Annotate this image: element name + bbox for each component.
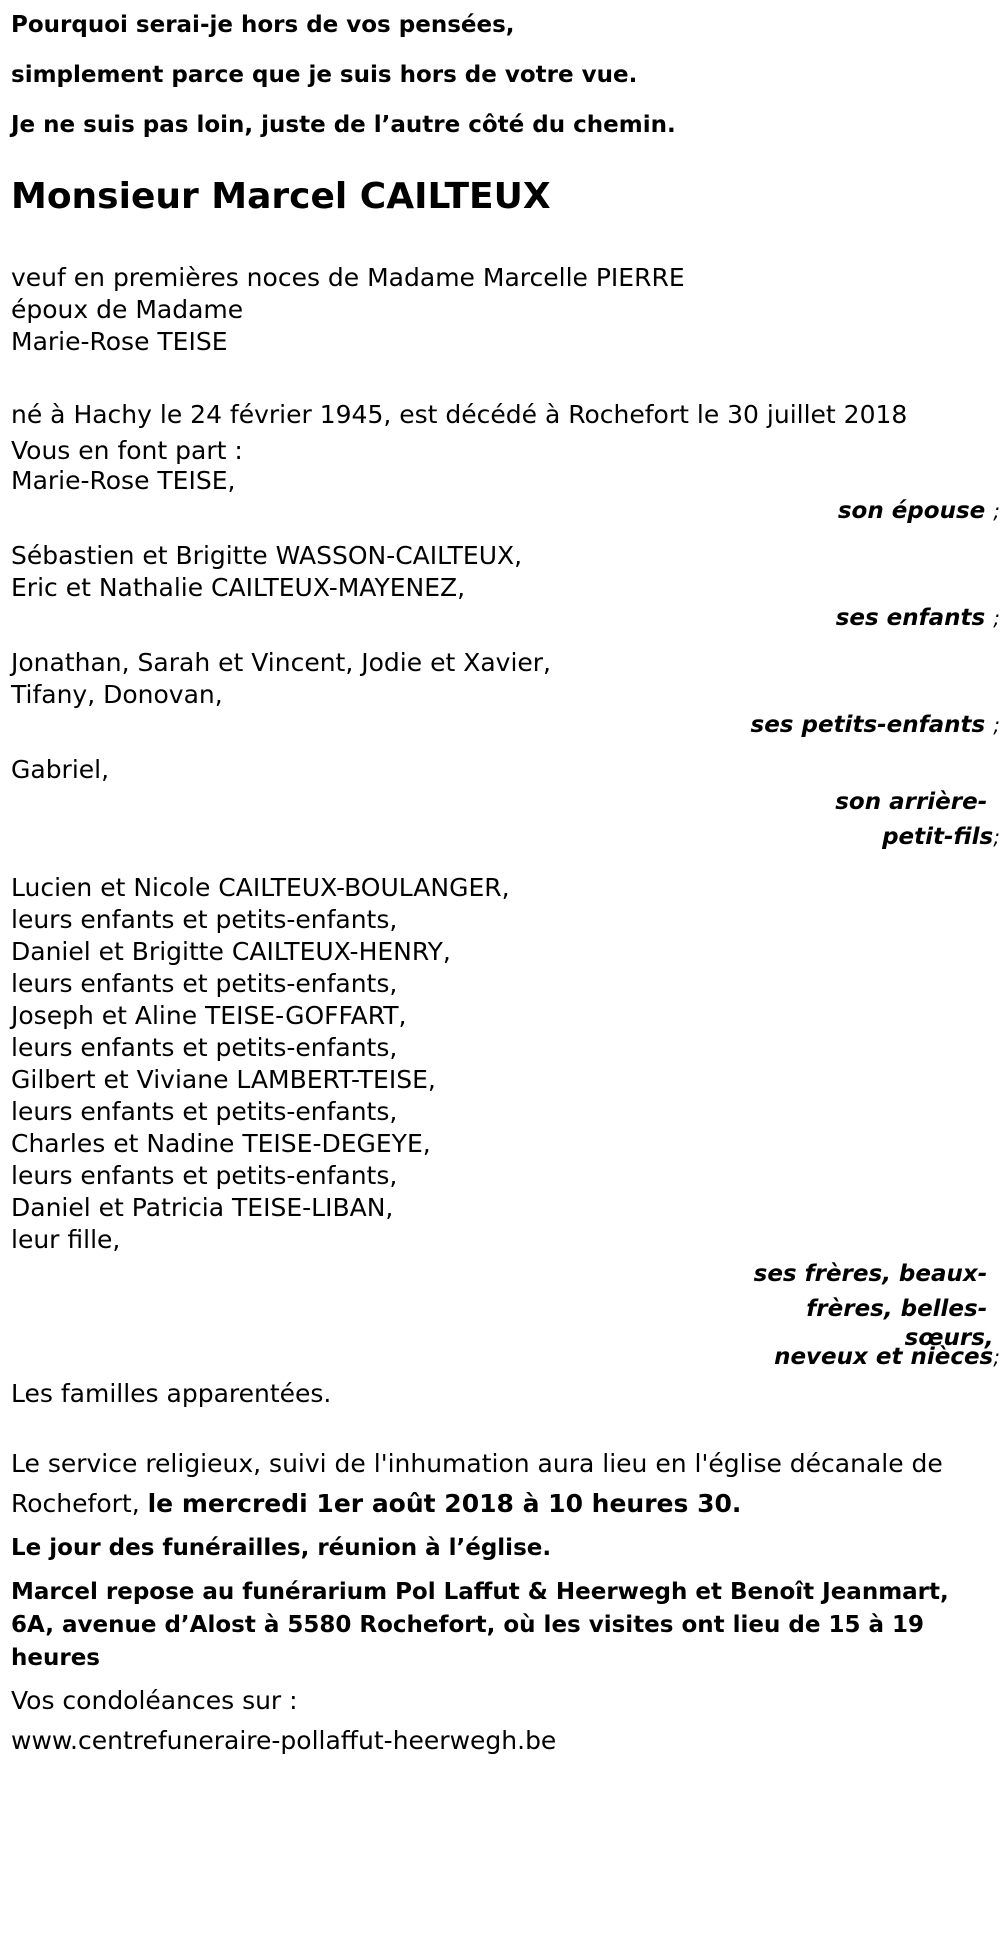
status-line: époux de Madame bbox=[11, 295, 244, 324]
family-name-line: leurs enfants et petits-enfants, bbox=[11, 1097, 398, 1126]
family-name-line: leur fille, bbox=[11, 1225, 121, 1254]
family-group-grandchildren bbox=[11, 643, 1000, 746]
meeting-paragraph: Le jour des funérailles, réunion à l’église. bbox=[11, 1535, 552, 1561]
status-line: veuf en premières noces de Madame Marcelle PIERRE bbox=[11, 263, 685, 292]
family-name-line: leurs enfants et petits-enfants, bbox=[11, 905, 398, 934]
announce-line: Vous en font part : bbox=[11, 436, 243, 465]
family-name-line: Daniel et Patricia TEISE-LIBAN, bbox=[11, 1193, 394, 1222]
role-text: neveux et nièces bbox=[774, 1344, 994, 1370]
family-name-line: leurs enfants et petits-enfants, bbox=[11, 1033, 398, 1062]
family-group-children bbox=[11, 536, 1000, 639]
family-group-siblings bbox=[11, 868, 1000, 1378]
family-role-line bbox=[11, 817, 1000, 858]
role-separator: ; bbox=[993, 825, 1000, 849]
role-separator: ; bbox=[993, 713, 1000, 737]
role-separator: ; bbox=[993, 499, 1000, 523]
status-line: Marie-Rose TEISE bbox=[11, 327, 228, 356]
family-name-line: Eric et Nathalie CAILTEUX-MAYENEZ, bbox=[11, 573, 466, 602]
family-group-great-grandchild bbox=[11, 750, 1000, 858]
birth-death-line: né à Hachy le 24 février 1945, est décédé à Rochefort le 30 juillet 2018 bbox=[11, 400, 908, 429]
family-name-line: Tifany, Donovan, bbox=[11, 680, 223, 709]
family-role-line bbox=[11, 1337, 1000, 1378]
service-date: le mercredi 1er août 2018 à 10 heures 30. bbox=[147, 1489, 742, 1518]
opening-quote bbox=[11, 0, 1000, 150]
condolences-label: Vos condoléances sur : bbox=[11, 1686, 298, 1715]
family-name-line: Daniel et Brigitte CAILTEUX-HENRY, bbox=[11, 937, 451, 966]
marital-status bbox=[11, 258, 1000, 362]
family-name-line: Joseph et Aline TEISE-GOFFART, bbox=[11, 1001, 407, 1030]
quote-line: Je ne suis pas loin, juste de l’autre côté du chemin. bbox=[11, 112, 676, 138]
service-paragraph bbox=[11, 1444, 996, 1524]
role-text: sœurs, bbox=[904, 1325, 994, 1351]
family-name-line: Lucien et Nicole CAILTEUX-BOULANGER, bbox=[11, 873, 510, 902]
role-text: frères, belles- bbox=[806, 1296, 988, 1322]
deceased-name: Monsieur Marcel CAILTEUX bbox=[11, 176, 551, 217]
family-name-line: leurs enfants et petits-enfants, bbox=[11, 969, 398, 998]
family-name-line: leurs enfants et petits-enfants, bbox=[11, 1161, 398, 1190]
role-text: son arrière- bbox=[835, 789, 988, 815]
role-separator: ; bbox=[993, 606, 1000, 630]
role-text: petit-fils bbox=[882, 824, 994, 850]
website-link[interactable]: www.centrefuneraire-pollaffut-heerwegh.be bbox=[11, 1726, 557, 1755]
role-text: ses petits-enfants bbox=[750, 712, 986, 738]
rest-paragraph: Marcel repose au funérarium Pol Laffut & Heerwegh et Benoît Jeanmart, 6A, avenue d’Alost à 5580 Rochefort, où les visites ont lieu de 15 à 19 heures bbox=[11, 1579, 949, 1671]
quote-line: simplement parce que je suis hors de votre vue. bbox=[11, 62, 638, 88]
role-separator: ; bbox=[993, 1345, 1000, 1369]
family-name-line: Jonathan, Sarah et Vincent, Jodie et Xavier, bbox=[11, 648, 551, 677]
families-line: Les familles apparentées. bbox=[11, 1379, 332, 1408]
role-text: son épouse bbox=[837, 498, 986, 524]
role-text: ses frères, beaux- bbox=[753, 1261, 988, 1287]
service-text: Le service religieux, suivi de l'inhumation aura lieu en l'église décanale de Rochefort, bbox=[11, 1449, 943, 1518]
family-name-line: Marie-Rose TEISE, bbox=[11, 466, 236, 495]
family-name-line: Gabriel, bbox=[11, 755, 110, 784]
family-name-line: Gilbert et Viviane LAMBERT-TEISE, bbox=[11, 1065, 436, 1094]
family-name-line: Charles et Nadine TEISE-DEGEYE, bbox=[11, 1129, 431, 1158]
role-text: ses enfants bbox=[835, 605, 986, 631]
family-group-spouse bbox=[11, 461, 1000, 532]
family-name-line: Sébastien et Brigitte WASSON-CAILTEUX, bbox=[11, 541, 523, 570]
quote-line: Pourquoi serai-je hors de vos pensées, bbox=[11, 12, 515, 38]
